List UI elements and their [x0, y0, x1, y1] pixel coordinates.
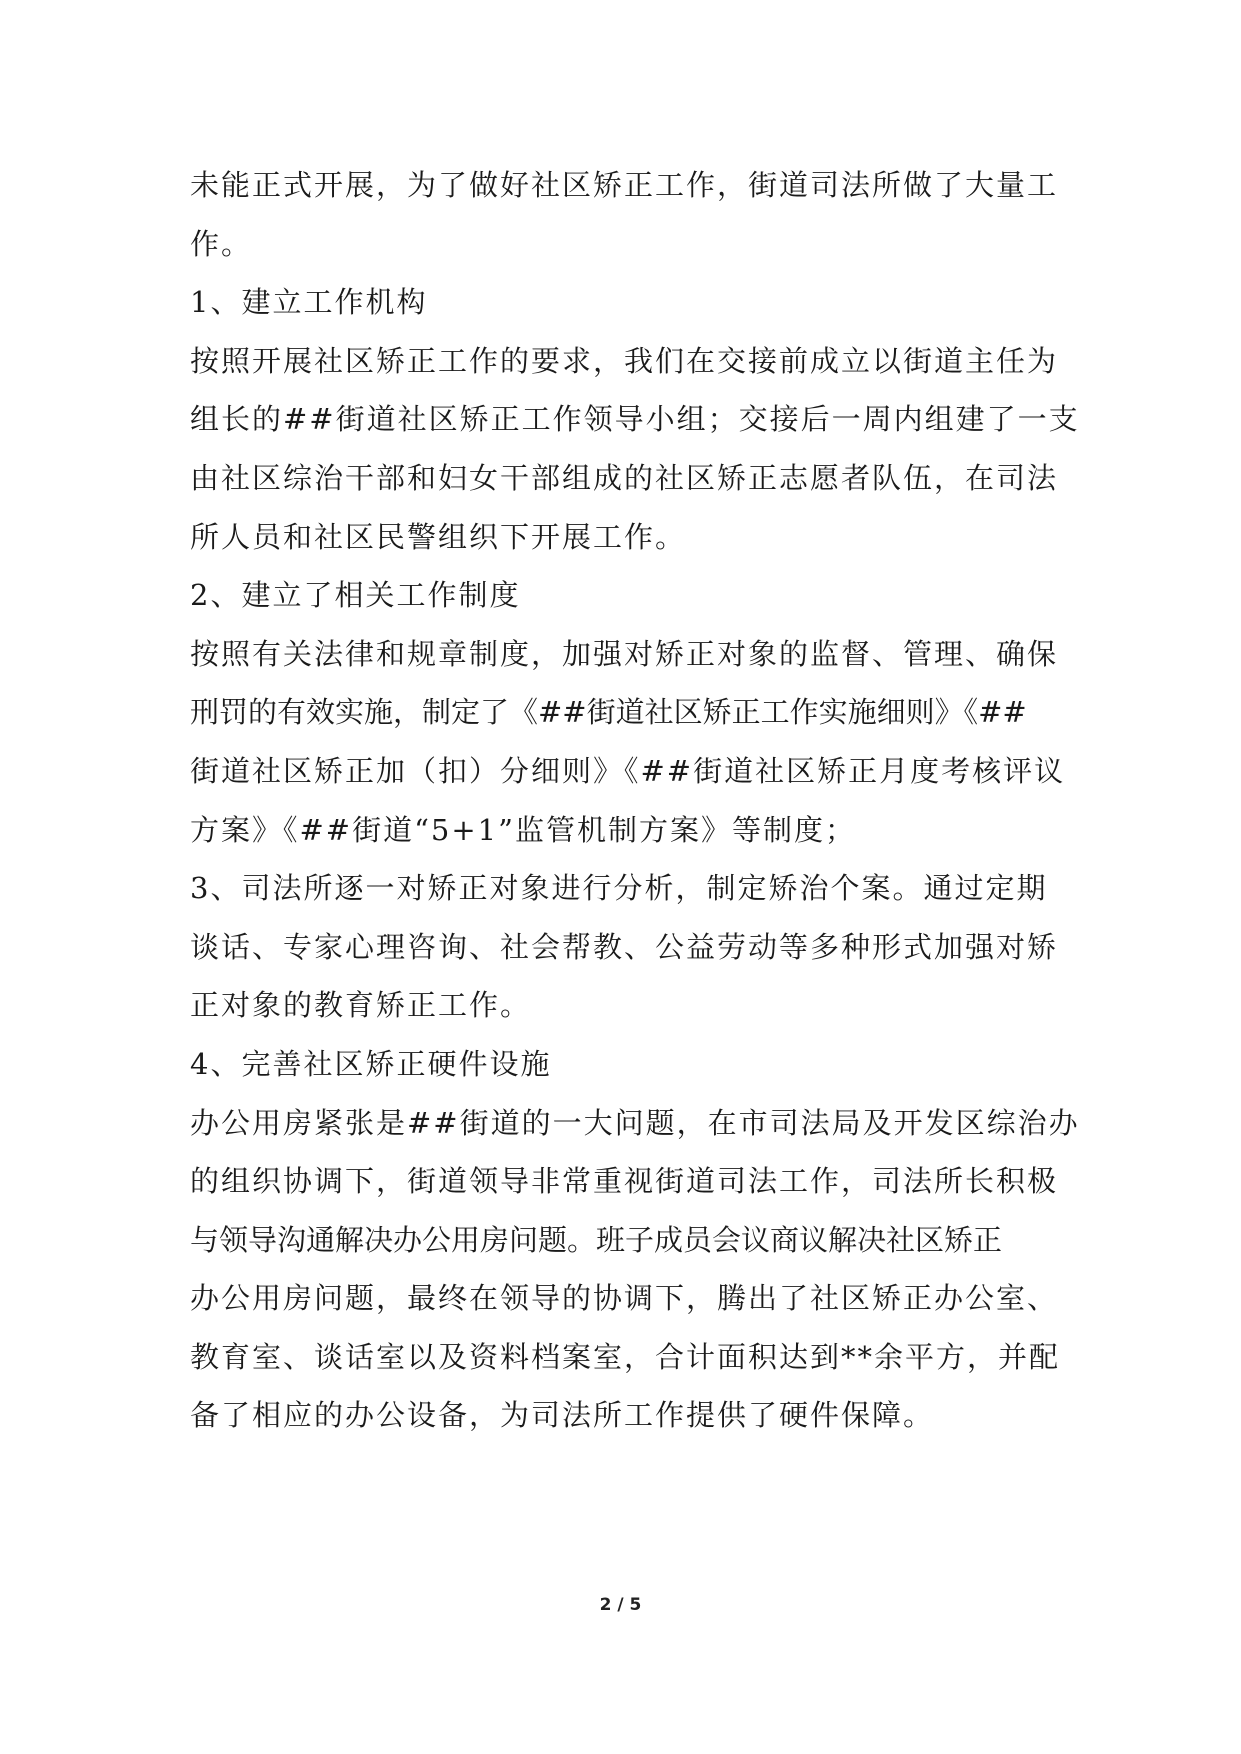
- body-text-line: 谈话、专家心理咨询、社会帮教、公益劳动等多种形式加强对矫: [190, 929, 1059, 964]
- section-heading: 4、完善社区矫正硬件设施: [190, 1046, 552, 1081]
- body-text-line: 作。: [190, 226, 253, 261]
- section-heading: 2、建立了相关工作制度: [190, 578, 521, 613]
- body-text-line: 备了相应的办公设备，为司法所工作提供了硬件保障。: [190, 1398, 935, 1433]
- body-text-line: 教育室、谈话室以及资料档案室，合计面积达到**余平方，并配: [190, 1339, 1061, 1374]
- body-text-line: 所人员和社区民警组织下开展工作。: [190, 519, 687, 554]
- body-text-line: 组长的##街道社区矫正工作领导小组；交接后一周内组建了一支: [190, 402, 1080, 437]
- document-body: [190, 156, 1080, 1445]
- page-number: 2 / 5: [599, 1595, 642, 1615]
- body-text-line: 办公用房紧张是##街道的一大问题，在市司法局及开发区综治办: [190, 1105, 1080, 1140]
- body-text-line: 正对象的教育矫正工作。: [190, 988, 532, 1023]
- body-text-line: 的组织协调下，街道领导非常重视街道司法工作，司法所长积极: [190, 1164, 1059, 1199]
- body-text-line: 未能正式开展，为了做好社区矫正工作，街道司法所做了大量工: [190, 168, 1059, 202]
- body-text-line: 按照开展社区矫正工作的要求，我们在交接前成立以街道主任为: [190, 343, 1059, 378]
- body-text-line: 按照有关法律和规章制度，加强对矫正对象的监督、管理、确保: [190, 636, 1059, 671]
- body-text-line: 办公用房问题，最终在领导的协调下，腾出了社区矫正办公室、: [190, 1281, 1059, 1316]
- body-text-line: 由社区综治干部和妇女干部组成的社区矫正志愿者队伍，在司法: [190, 460, 1059, 495]
- section-heading: 3、司法所逐一对矫正对象进行分析，制定矫治个案。通过定期: [190, 871, 1048, 906]
- section-heading: 1、建立工作机构: [190, 285, 428, 320]
- body-text-line: 刑罚的有效实施，制定了《##街道社区矫正工作实施细则》《##: [190, 695, 1027, 730]
- body-text-line: 与领导沟通解决办公用房问题。班子成员会议商议解决社区矫正: [190, 1222, 1003, 1257]
- body-text-line: 方案》《##街道“5+1”监管机制方案》等制度；: [190, 812, 856, 847]
- body-text-line: 街道社区矫正加（扣）分细则》《##街道社区矫正月度考核评议: [190, 753, 1066, 788]
